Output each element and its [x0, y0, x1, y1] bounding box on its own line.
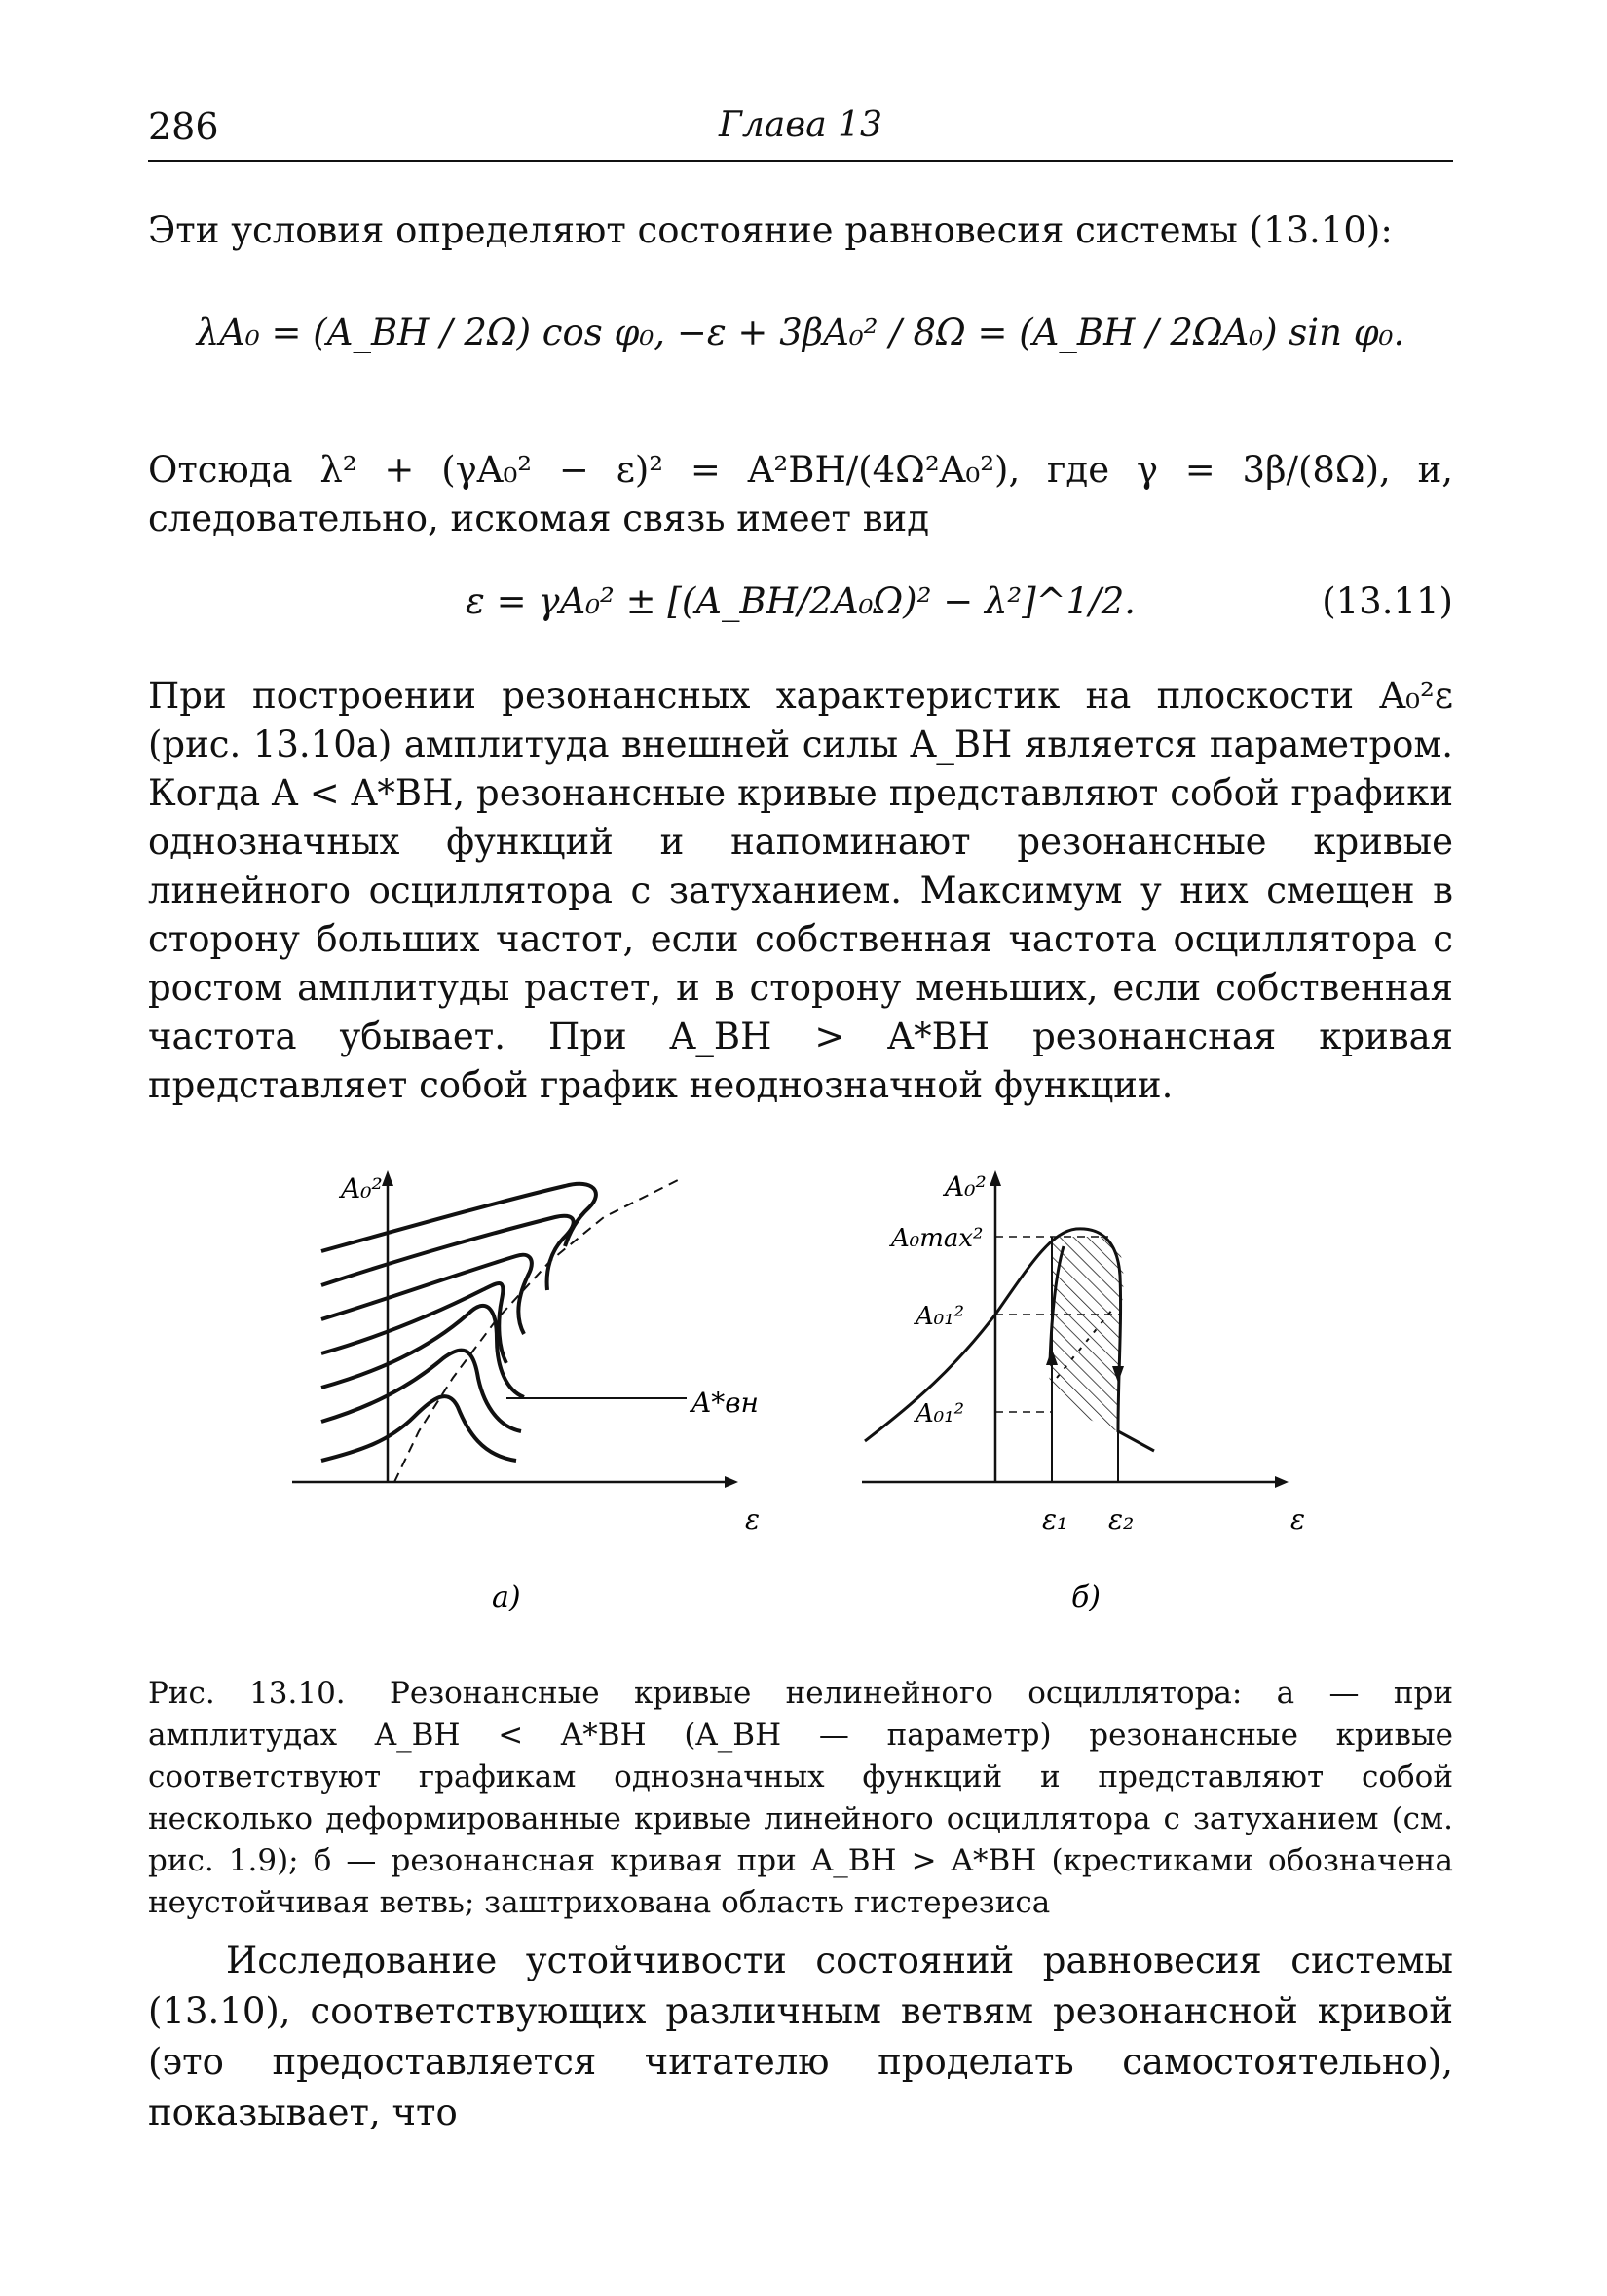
figure-13-10 [273, 1139, 1344, 1646]
equilibrium-equation: λA₀ = (A_ВН / 2Ω) cos φ₀, −ε + 3βA₀² / 8Ω = (A_ВН / 2ΩA₀) sin φ₀. [196, 312, 1405, 353]
closing-paragraph: Исследование устойчивости состояний равновесия системы (13.10), соответствующих различным ветвям резонансной кривой (это предоставляется читателю проделать самостоятельно), показывает, что [148, 1940, 1453, 2133]
panel-b-y-arrow [990, 1170, 1001, 1186]
panel-b-epsilon1-label: ε₁ [1042, 1503, 1068, 1536]
panel-b-caption-letter: б) [1071, 1580, 1102, 1614]
panel-a-y-arrow [382, 1170, 393, 1186]
panel-a-caption-letter: а) [492, 1580, 521, 1614]
panel-b-epsilon2-label: ε₂ [1108, 1503, 1135, 1536]
caption-id: Рис. 13.10. [148, 1676, 346, 1711]
panel-b-level-upper-label: A₀₁² [916, 1302, 965, 1331]
panel-b-level-lower-label: A₀₁² [916, 1399, 965, 1428]
page-number: 286 [148, 105, 219, 148]
panel-b-x-arrow [1275, 1476, 1289, 1488]
panel-b-level-max-label: A₀max² [891, 1224, 984, 1253]
resonance-equation-row [148, 580, 1453, 622]
figure-caption [148, 1673, 1453, 1924]
panel-a-x-arrow [725, 1476, 738, 1488]
equation-number: (13.11) [1322, 580, 1453, 622]
page-header [148, 105, 1453, 162]
panel-a-x-label: ε [745, 1503, 761, 1536]
panel-b [862, 1170, 1305, 1614]
panel-b-y-label: A₀² [945, 1170, 987, 1203]
panel-a-curve-2 [321, 1351, 521, 1431]
resonance-equation: ε = γA₀² ± [(A_ВН/2A₀Ω)² − λ²]^1/2. [465, 580, 1136, 622]
panel-a [292, 1170, 760, 1614]
panel-b-x-label: ε [1290, 1503, 1306, 1536]
discussion-text: При построении резонансных характеристик на плоскости A₀²ε (рис. 13.10а) амплитуда внешней силы A_ВН является параметром. Когда A < A*ВН, резонансные кривые представляют собой графики однозначных функций и напоминают резонансные кривые линейного осциллятора с затуханием. Максимум у них смещен в сторону больших частот, если собственная частота осциллятора с ростом амплитуды растет, и в сторону меньших, если собственная частота убывает. При A_ВН > A*ВН резонансная кривая представляет собой график неоднозначной функции. [148, 675, 1453, 1106]
panel-a-curve-label: A*вн [691, 1387, 759, 1419]
figure-graphics [273, 1139, 1344, 1646]
panel-a-y-label: A₀² [341, 1172, 383, 1204]
intro-sentence: Эти условия определяют состояние равновесия системы (13.10): [148, 209, 1393, 251]
derivation-text: Отсюда λ² + (γA₀² − ε)² = A²ВН/(4Ω²A₀²), где γ = 3β/(8Ω), и, следовательно, искомая связь имеет вид [148, 449, 1453, 539]
panel-a-backbone-curve [394, 1178, 682, 1482]
running-head: Глава 13 [719, 105, 882, 145]
caption-text: Резонансные кривые нелинейного осциллятора: а — при амплитудах A_ВН < A*ВН (A_ВН — параметр) резонансные кривые соответствуют графикам однозначных функций и представляют собой несколько деформированные кривые линейного осциллятора с затуханием (см. рис. 1.9); б — резонансная кривая при A_ВН > A*ВН (крестиками обозначена неустойчивая ветвь; заштрихована область гистерезиса [148, 1676, 1453, 1920]
